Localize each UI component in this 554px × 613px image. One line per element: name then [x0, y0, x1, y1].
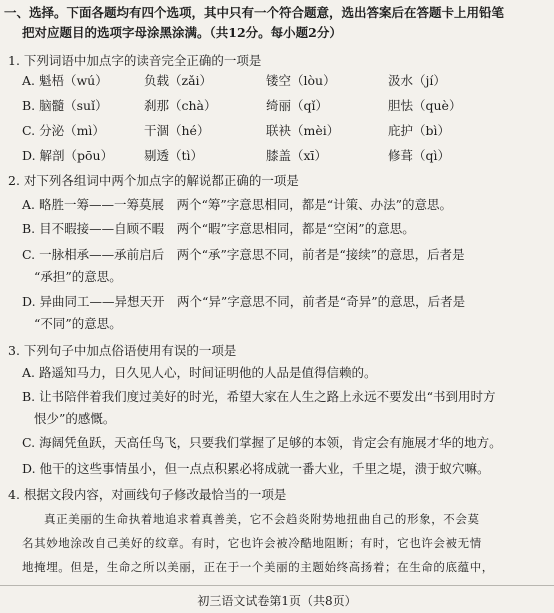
q3-option-d: D. 他干的这些事情虽小，但一点点积累必将成就一番大业，千里之堤，溃于蚁穴嘛。 [22, 461, 490, 476]
q2-option-b: B. 目不暇接——自顾不暇 两个“暇”字意思相同，都是“空闲”的意思。 [22, 221, 415, 236]
q2-option-d-line2: “不同”的意思。 [34, 316, 122, 331]
q1-c-word3: 联袂（mèi） [266, 123, 340, 138]
q2-option-c-line1: C. 一脉相承——承前启后 两个“承”字意思不同，前者是“接续”的意思，后者是 [22, 247, 465, 262]
q1-d-word3: 膝盖（xī） [266, 148, 328, 163]
q4-passage-line1: 真正美丽的生命执着地追求着真善美，它不会趋炎附势地扭曲自己的形象，不会莫 [44, 512, 480, 526]
q1-option-b [22, 97, 510, 115]
q1-option-a [22, 72, 510, 90]
q1-b-word2: 刹那（chà） [144, 98, 217, 113]
q1-b-word4: 胆怯（què） [388, 98, 462, 113]
q1-d-word1: D. 解剖（pōu） [22, 148, 114, 163]
q1-a-word1: A. 魁梧（wú） [22, 73, 108, 88]
q1-d-word2: 剔透（tì） [144, 148, 204, 163]
q1-c-word4: 庇护（bì） [388, 123, 450, 138]
question-3-title: 3. 下列句子中加点俗语使用有误的一项是 [8, 343, 237, 358]
q1-option-c [22, 122, 510, 140]
q4-passage-line2: 名其妙地涂改自己美好的纹章。有时，它也许会被冷酷地阻断；有时，它也许会被无情 [22, 536, 482, 550]
q4-passage-line3: 地掩埋。但是，生命之所以美丽，正在于一个美丽的主题始终高扬着；在生命的底蕴中， [22, 560, 494, 574]
q1-b-word3: 绮丽（qǐ） [266, 98, 328, 113]
q2-option-c-line2: “承担”的意思。 [34, 269, 122, 284]
q2-option-a: A. 略胜一筹——一筹莫展 两个“筹”字意思相同，都是“计策、办法”的意思。 [22, 197, 453, 212]
q1-c-word1: C. 分泌（mì） [22, 123, 105, 138]
question-2-title: 2. 对下列各组词中两个加点字的解说都正确的一项是 [8, 173, 299, 188]
q1-a-word4: 汲水（jí） [388, 73, 446, 88]
q1-d-word4: 修葺（qì） [388, 148, 450, 163]
q3-option-c: C. 海阔凭鱼跃，天高任鸟飞，只要我们掌握了足够的本领，肯定会有施展才华的地方。 [22, 435, 502, 450]
q1-a-word2: 负载（zǎi） [144, 73, 213, 88]
section-instruction-line1: 一、选择。下面各题均有四个选项，其中只有一个符合题意，选出答案后在答题卡上用铅笔 [4, 5, 505, 20]
q3-option-b-line1: B. 让书陪伴着我们度过美好的时光，希望大家在人生之路上永远不要发出“书到用时方 [22, 389, 496, 404]
footer-divider [0, 585, 554, 586]
q2-option-d-line1: D. 异曲同工——异想天开 两个“异”字意思不同，前者是“奇异”的意思，后者是 [22, 294, 466, 309]
question-1-title: 1. 下列词语中加点字的读音完全正确的一项是 [8, 53, 262, 68]
question-4-title: 4. 根据文段内容，对画线句子修改最恰当的一项是 [8, 487, 287, 502]
section-instruction-line2: 把对应题目的选项字母涂黑涂满。（共12分。每小题2分） [22, 25, 342, 40]
q1-a-word3: 镂空（lòu） [266, 73, 336, 88]
q3-option-a: A. 路遥知马力，日久见人心，时间证明他的人品是值得信赖的。 [22, 365, 377, 380]
q3-option-b-line2: 恨少”的感慨。 [34, 411, 116, 426]
q1-c-word2: 干涸（hé） [144, 123, 210, 138]
page-footer: 初三语文试卷第1页（共8页） [197, 594, 357, 608]
q1-b-word1: B. 脑髓（suǐ） [22, 98, 108, 113]
q1-option-d [22, 147, 510, 165]
